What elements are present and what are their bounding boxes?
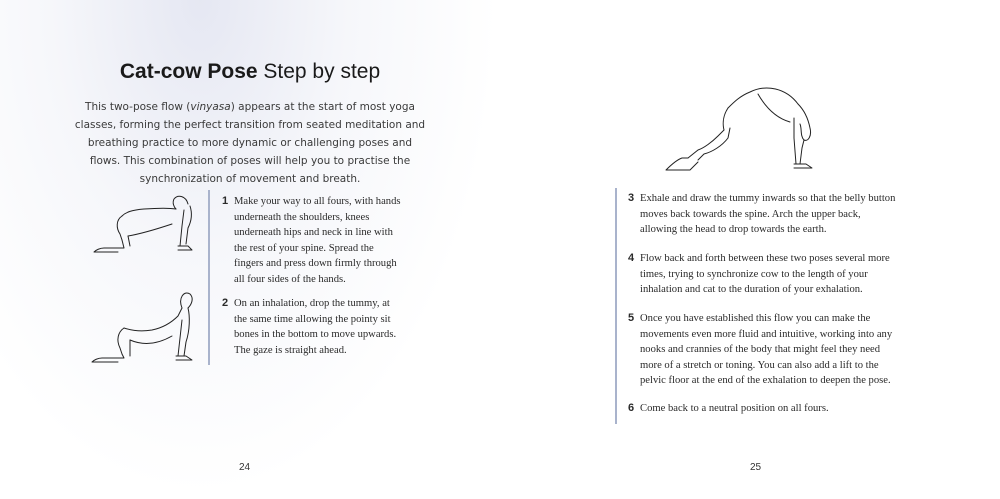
- step-item: [628, 401, 898, 417]
- step-item: [222, 194, 402, 287]
- step-text: On an inhalation, drop the tummy, at the same time allowing the pointy sit bones in the bottom to move upwards. The gaze is straight ahead.: [234, 298, 397, 356]
- intro-italic-term: vinyasa: [190, 101, 231, 113]
- step-number: 1: [222, 195, 229, 207]
- step-number: 3: [628, 192, 635, 204]
- step-text: Flow back and forth between these two poses several more times, trying to synchronize cow to the length of your inhalation and cat to the duration of your exhalation.: [640, 253, 890, 295]
- step-number: 4: [628, 252, 635, 264]
- steps-rule-left: [208, 190, 210, 365]
- steps-rule-right: [615, 188, 617, 424]
- cow-pose-illustration: [86, 290, 198, 368]
- step-text: Exhale and draw the tummy inwards so that the belly button moves back towards the spine. Arch the upper back, allowing the head to drop towards the earth.: [640, 193, 896, 235]
- step-number: 6: [628, 402, 635, 414]
- page-title: [0, 60, 500, 84]
- step-item: [628, 191, 898, 238]
- cat-pose-illustration: [658, 78, 820, 180]
- step-text: Come back to a neutral position on all fours.: [640, 403, 829, 414]
- right-page: [500, 0, 1000, 499]
- step-number: 2: [222, 297, 229, 309]
- step-item: [628, 251, 898, 298]
- intro-paragraph: [72, 98, 428, 188]
- intro-text-start: This two-pose flow (: [85, 101, 191, 113]
- page-number: 24: [239, 462, 251, 473]
- step-number: 5: [628, 312, 635, 324]
- intro-text-end: ) appears at the start of most yoga classes, forming the perfect transition from seated meditation and breathing practice to more dynamic or challenging poses and flows. This combination of poses will help you to practise the synchronization of movement and breath.: [74, 101, 426, 185]
- step-item: [222, 296, 402, 358]
- tabletop-pose-illustration: [88, 190, 200, 258]
- step-text: Once you have established this flow you can make the movements even more fluid and intuitive, working into any nooks and crannies of the body that might feel they need more of a stretch or toning. You can also add a lift to the pelvic floor at the end of the exhalation to deepen the pose.: [640, 313, 893, 386]
- page-number: 25: [750, 462, 762, 473]
- step-text: Make your way to all fours, with hands underneath the shoulders, knees underneath hips and neck in line with the rest of your spine. Spread the fingers and press down firmly through all four sides of the hands.: [234, 196, 401, 285]
- title-rest: Step by step: [257, 60, 381, 83]
- title-bold: Cat-cow Pose: [119, 60, 258, 83]
- step-item: [628, 311, 898, 389]
